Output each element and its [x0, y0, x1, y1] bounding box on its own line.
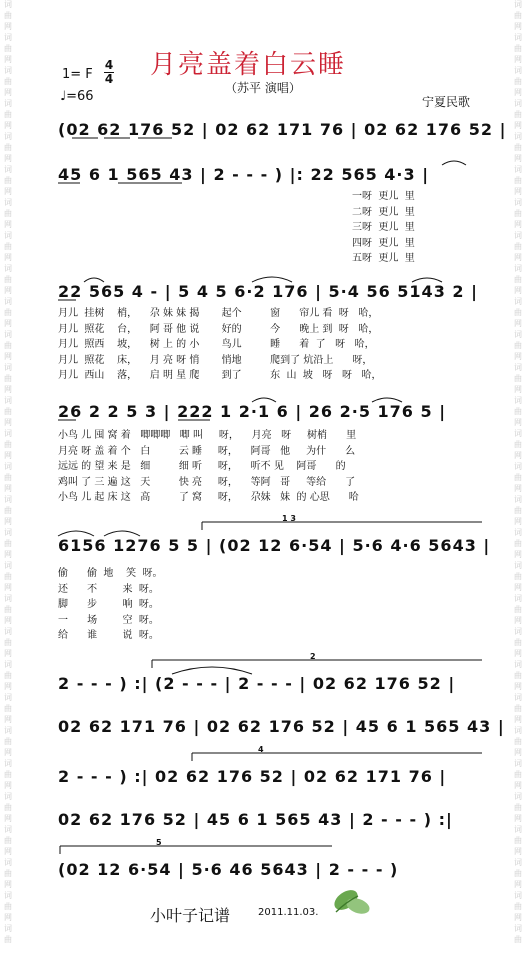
watermark-char: 词: [4, 429, 12, 438]
watermark-char: 曲: [4, 308, 12, 317]
watermark-char: 曲: [514, 275, 522, 284]
watermark-char: 词: [4, 363, 12, 372]
watermark-char: 曲: [4, 902, 12, 911]
watermark-char: 词: [514, 561, 522, 570]
score-line-3: [52, 280, 492, 304]
watermark-char: 网: [4, 814, 12, 823]
watermark-char: 曲: [4, 605, 12, 614]
watermark-char: 词: [514, 396, 522, 405]
watermark-char: 网: [4, 121, 12, 130]
score-line-1: [52, 118, 507, 142]
watermark-char: 网: [4, 88, 12, 97]
watermark-char: 曲: [4, 275, 12, 284]
watermark-char: 曲: [514, 638, 522, 647]
watermark-char: 词: [4, 726, 12, 735]
notation-line-6: 2 - - - ) :| (2 - - - | 2 - - - | 02 62 176 52 |: [58, 674, 456, 693]
watermark-char: 网: [514, 550, 522, 559]
watermark-char: 网: [514, 616, 522, 625]
watermark-char: 词: [514, 330, 522, 339]
watermark-char: 网: [4, 880, 12, 889]
watermark-char: 曲: [4, 110, 12, 119]
watermark-char: 词: [514, 693, 522, 702]
watermark-char: 曲: [4, 572, 12, 581]
watermark-char: 词: [514, 528, 522, 537]
score-line-6: [52, 652, 492, 696]
score-line-9: [52, 808, 492, 832]
watermark-char: 网: [514, 187, 522, 196]
watermark-char: 词: [4, 0, 12, 9]
watermark-char: 网: [514, 484, 522, 493]
watermark-char: 词: [4, 594, 12, 603]
watermark-char: 曲: [4, 803, 12, 812]
watermark-char: 曲: [4, 770, 12, 779]
watermark-char: 网: [4, 781, 12, 790]
watermark-char: 曲: [514, 869, 522, 878]
meter-top: 4: [104, 58, 114, 72]
score-line-8: [52, 745, 492, 789]
watermark-char: 曲: [4, 407, 12, 416]
watermark-char: 网: [4, 22, 12, 31]
watermark-char: 词: [4, 891, 12, 900]
watermark-char: 词: [514, 297, 522, 306]
watermark-char: 网: [4, 649, 12, 658]
watermark-char: 词: [514, 759, 522, 768]
watermark-char: 曲: [514, 572, 522, 581]
watermark-char: 词: [514, 792, 522, 801]
notation-line-7: 02 62 171 76 | 02 62 176 52 | 45 6 1 565 43 |: [58, 717, 505, 736]
watermark-char: 网: [514, 781, 522, 790]
watermark-char: 网: [4, 451, 12, 460]
watermark-char: 曲: [514, 407, 522, 416]
watermark-char: 网: [514, 649, 522, 658]
watermark-char: 曲: [4, 143, 12, 152]
watermark-char: 词: [4, 858, 12, 867]
watermark-char: 词: [4, 693, 12, 702]
watermark-char: 网: [514, 154, 522, 163]
watermark-char: 词: [514, 429, 522, 438]
watermark-char: 词: [4, 561, 12, 570]
watermark-char: 曲: [514, 671, 522, 680]
volta-1-3: 1 3: [282, 514, 296, 523]
meter-bottom: 4: [104, 72, 114, 86]
watermark-char: 曲: [514, 209, 522, 218]
watermark-char: 网: [4, 352, 12, 361]
watermark-char: 曲: [514, 308, 522, 317]
watermark-char: 曲: [4, 374, 12, 383]
watermark-char: 词: [4, 924, 12, 933]
watermark-char: 词: [514, 99, 522, 108]
watermark-char: 曲: [4, 11, 12, 20]
watermark-left: [2, 0, 20, 955]
watermark-char: 词: [4, 495, 12, 504]
tempo-marking: ♩=66: [60, 89, 94, 104]
watermark-right: [512, 0, 530, 955]
leaf-icon: [328, 884, 374, 920]
watermark-char: 曲: [514, 11, 522, 20]
watermark-char: 网: [514, 253, 522, 262]
volta-5: 5: [156, 838, 162, 847]
watermark-char: 网: [514, 583, 522, 592]
watermark-char: 词: [4, 198, 12, 207]
watermark-char: 曲: [4, 176, 12, 185]
singer-credit: （苏平 演唱）: [225, 81, 301, 95]
watermark-char: 网: [514, 847, 522, 856]
transcription-date: 2011.11.03.: [258, 907, 319, 918]
song-origin: 宁夏民歌: [422, 95, 471, 109]
watermark-char: 词: [4, 792, 12, 801]
watermark-char: 词: [4, 396, 12, 405]
watermark-char: 词: [514, 858, 522, 867]
score-line-10: [52, 838, 492, 882]
watermark-char: 网: [4, 253, 12, 262]
watermark-char: 曲: [514, 473, 522, 482]
watermark-char: 曲: [514, 935, 522, 944]
notation-line-2: 45 6 1 565 43 | 2 - - - ) |: 22 565 4·3 |: [58, 165, 430, 184]
watermark-char: 曲: [4, 935, 12, 944]
watermark-char: 网: [4, 517, 12, 526]
watermark-char: 词: [4, 627, 12, 636]
watermark-char: 曲: [514, 77, 522, 86]
lyrics-block-3: 小鸟 儿 囤 窝 着 唧唧唧 唧 叫 呀， 月亮 呀 树梢 里 月亮 呀 盖 着 个 白 云 睡 呀， 阿哥 他 为什 么 远远 的 望 来 是 细 细 听 呀， 听不 见 阿哥 的 鸡叫 了 三 遍 这 天 快 亮 呀， 等阿 哥 等给 了 小鸟 儿 起 床 这 高 了 窝 呀， 尕妹 妹 的 心思 哈: [58, 430, 359, 503]
watermark-char: 词: [514, 924, 522, 933]
watermark-char: 网: [4, 286, 12, 295]
watermark-char: 曲: [4, 638, 12, 647]
watermark-char: 网: [4, 583, 12, 592]
watermark-char: 网: [514, 880, 522, 889]
watermark-char: 曲: [4, 539, 12, 548]
watermark-char: 曲: [4, 44, 12, 53]
watermark-char: 曲: [514, 539, 522, 548]
notation-line-8: 2 - - - ) :| 02 62 176 52 | 02 62 171 76 |: [58, 767, 447, 786]
watermark-char: 词: [514, 891, 522, 900]
watermark-char: 曲: [4, 704, 12, 713]
watermark-char: 网: [4, 385, 12, 394]
watermark-char: 词: [514, 264, 522, 273]
lyrics-block-1: 一呀 更儿 里 二呀 更儿 里 三呀 更儿 里 四呀 更儿 里 五呀 更儿 里: [352, 191, 415, 264]
watermark-char: 网: [514, 517, 522, 526]
watermark-char: 曲: [4, 209, 12, 218]
watermark-char: 词: [514, 726, 522, 735]
watermark-char: 网: [514, 286, 522, 295]
watermark-char: 词: [4, 165, 12, 174]
watermark-char: 网: [4, 55, 12, 64]
watermark-char: 曲: [4, 836, 12, 845]
notation-line-1: (02 62 176 52 | 02 62 171 76 | 02 62 176 52 |: [58, 120, 507, 139]
watermark-char: 词: [514, 66, 522, 75]
watermark-char: 网: [514, 220, 522, 229]
watermark-char: 网: [4, 616, 12, 625]
watermark-char: 网: [514, 748, 522, 757]
watermark-char: 曲: [514, 374, 522, 383]
watermark-char: 词: [514, 495, 522, 504]
watermark-char: 曲: [514, 44, 522, 53]
key-signature: 1= F: [62, 67, 93, 82]
watermark-char: 词: [4, 99, 12, 108]
watermark-char: 词: [514, 165, 522, 174]
watermark-char: 词: [514, 231, 522, 240]
watermark-char: 网: [514, 418, 522, 427]
watermark-char: 词: [514, 0, 522, 9]
volta-2: 2: [310, 652, 316, 661]
watermark-char: 曲: [514, 605, 522, 614]
watermark-char: 曲: [4, 242, 12, 251]
watermark-char: 曲: [514, 737, 522, 746]
watermark-char: 曲: [4, 473, 12, 482]
watermark-char: 网: [514, 352, 522, 361]
score-line-2: [52, 163, 492, 187]
watermark-char: 网: [514, 319, 522, 328]
watermark-char: 词: [514, 627, 522, 636]
watermark-char: 曲: [4, 506, 12, 515]
watermark-char: 词: [4, 528, 12, 537]
watermark-char: 曲: [514, 242, 522, 251]
watermark-char: 曲: [514, 902, 522, 911]
notation-line-9: 02 62 176 52 | 45 6 1 565 43 | 2 - - - ) :|: [58, 810, 453, 829]
watermark-char: 网: [4, 187, 12, 196]
score-line-5: [52, 514, 492, 558]
notation-line-3: 22 565 4 - | 5 4 5 6·2 176 | 5·4 56 5143 2 |: [58, 282, 478, 301]
watermark-char: 词: [514, 462, 522, 471]
watermark-char: 词: [4, 33, 12, 42]
watermark-char: 网: [4, 748, 12, 757]
watermark-char: 词: [4, 660, 12, 669]
volta-4: 4: [258, 745, 264, 754]
watermark-char: 曲: [514, 440, 522, 449]
watermark-char: 网: [4, 682, 12, 691]
watermark-char: 网: [4, 484, 12, 493]
watermark-char: 网: [514, 55, 522, 64]
watermark-char: 网: [4, 913, 12, 922]
watermark-char: 曲: [514, 143, 522, 152]
watermark-char: 词: [514, 132, 522, 141]
watermark-char: 词: [4, 231, 12, 240]
watermark-char: 词: [4, 330, 12, 339]
score-line-4: [52, 400, 492, 424]
notation-line-10: (02 12 6·54 | 5·6 46 5643 | 2 - - - ): [58, 860, 399, 879]
lyrics-block-2: 月儿 挂树 梢， 尕 妹 妹 揭 起个 窗 帘儿 看 呀 哈， 月儿 照花 台， 阿 哥 他 说 好的 今 晚上 到 呀 哈， 月儿 照西 坡， 树 上 的 小 鸟儿 睡 着 了 呀 哈， 月儿 照花 床， 月 亮 呀 悄 悄地 爬到了 炕沿上 呀， 月儿 西山 落， 启 明 星 爬 到了 东 山 坡 呀 呀 哈，: [58, 308, 382, 381]
watermark-char: 网: [514, 682, 522, 691]
watermark-char: 曲: [514, 836, 522, 845]
watermark-char: 网: [514, 385, 522, 394]
watermark-char: 词: [514, 660, 522, 669]
watermark-char: 曲: [514, 770, 522, 779]
watermark-char: 词: [514, 33, 522, 42]
watermark-char: 曲: [514, 176, 522, 185]
watermark-char: 词: [514, 594, 522, 603]
watermark-char: 网: [514, 715, 522, 724]
watermark-char: 词: [514, 363, 522, 372]
lyrics-block-4: 偷 偷 地 笑 呀。 还 不 来 呀。 脚 步 响 呀。 一 场 空 呀。 给 谁 说 呀。: [58, 568, 163, 641]
watermark-char: 曲: [514, 704, 522, 713]
watermark-char: 词: [4, 825, 12, 834]
watermark-char: 曲: [514, 341, 522, 350]
watermark-char: 网: [514, 913, 522, 922]
score-line-7: [52, 715, 505, 739]
watermark-char: 曲: [514, 110, 522, 119]
watermark-char: 网: [4, 550, 12, 559]
watermark-char: 网: [514, 814, 522, 823]
watermark-char: 词: [4, 462, 12, 471]
watermark-char: 网: [514, 88, 522, 97]
watermark-char: 曲: [4, 869, 12, 878]
watermark-char: 网: [4, 715, 12, 724]
watermark-char: 词: [4, 132, 12, 141]
watermark-char: 网: [514, 451, 522, 460]
watermark-char: 网: [4, 847, 12, 856]
watermark-char: 曲: [4, 440, 12, 449]
transcriber-credit: 小叶子记谱: [150, 906, 231, 925]
watermark-char: 曲: [4, 77, 12, 86]
watermark-char: 曲: [4, 341, 12, 350]
notation-line-4: 26 2 2 5 3 | 222 1 2·1 6 | 26 2·5 176 5 |: [58, 402, 447, 421]
watermark-char: 网: [4, 154, 12, 163]
watermark-char: 网: [4, 220, 12, 229]
watermark-char: 词: [4, 759, 12, 768]
watermark-char: 曲: [4, 671, 12, 680]
time-signature: [104, 60, 114, 85]
watermark-char: 曲: [514, 506, 522, 515]
watermark-char: 词: [4, 264, 12, 273]
notation-line-5: 6156 1276 5 5 | (02 12 6·54 | 5·6 4·6 5643 |: [58, 536, 491, 555]
watermark-char: 词: [4, 297, 12, 306]
watermark-char: 网: [4, 319, 12, 328]
song-title: 月亮盖着白云睡: [150, 50, 347, 80]
watermark-char: 网: [514, 121, 522, 130]
watermark-char: 曲: [514, 803, 522, 812]
watermark-char: 词: [4, 66, 12, 75]
watermark-char: 网: [4, 418, 12, 427]
watermark-char: 网: [514, 22, 522, 31]
watermark-char: 词: [514, 198, 522, 207]
watermark-char: 曲: [4, 737, 12, 746]
watermark-char: 词: [514, 825, 522, 834]
